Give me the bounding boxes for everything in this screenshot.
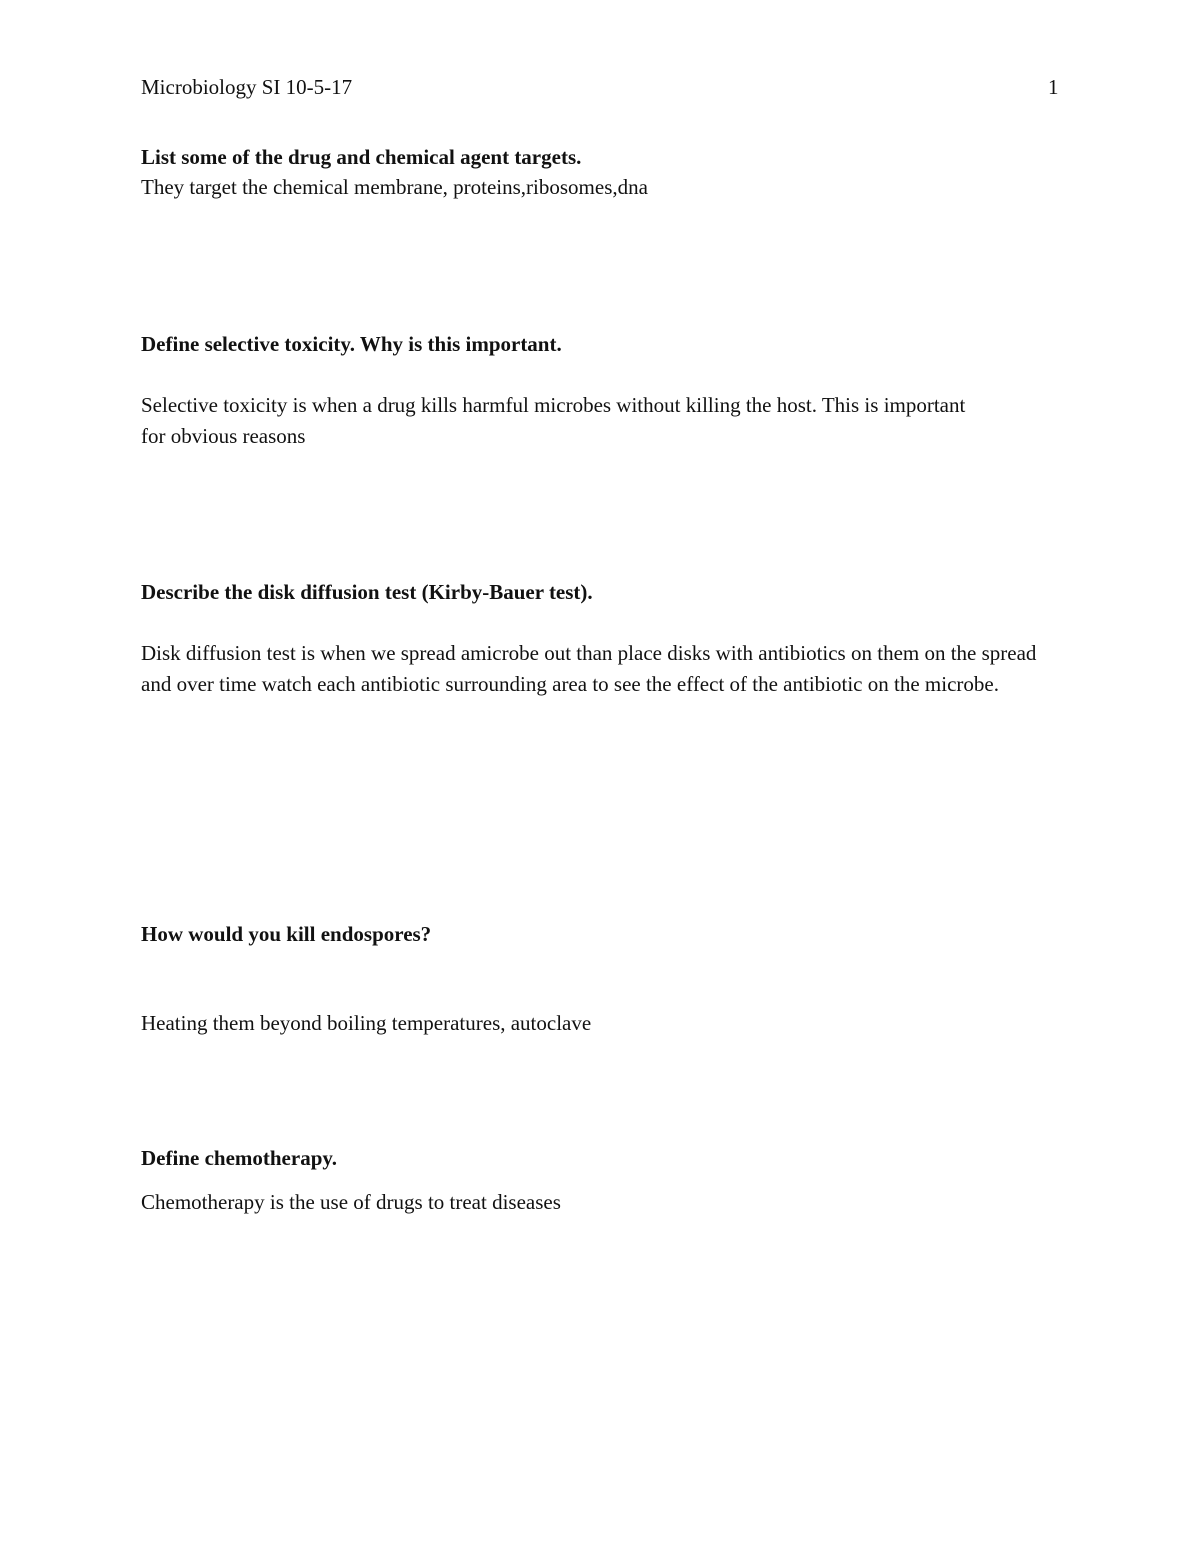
answer-3: Disk diffusion test is when we spread amicrobe out than place disks with antibiotics on them on the spread and over time watch each antibiotic surrounding area to see the effect of the antibiotic on the microbe. [141,641,1037,696]
answer-5: Chemotherapy is the use of drugs to treat diseases [141,1190,561,1214]
answer-1: They target the chemical membrane, proteins,ribosomes,dna [141,175,648,199]
question-1: List some of the drug and chemical agent targets. [141,145,582,169]
question-2: Define selective toxicity. Why is this important. [141,332,562,356]
answer-2: Selective toxicity is when a drug kills harmful microbes without killing the host. This is important for obvious reasons [141,393,966,448]
page-number: 1 [1048,75,1059,99]
answer-4: Heating them beyond boiling temperatures, autoclave [141,1011,592,1035]
question-3: Describe the disk diffusion test (Kirby-Bauer test). [141,580,593,604]
question-5: Define chemotherapy. [141,1146,337,1170]
running-header-title: Microbiology SI 10-5-17 [141,75,353,99]
question-4: How would you kill endospores? [141,922,432,946]
